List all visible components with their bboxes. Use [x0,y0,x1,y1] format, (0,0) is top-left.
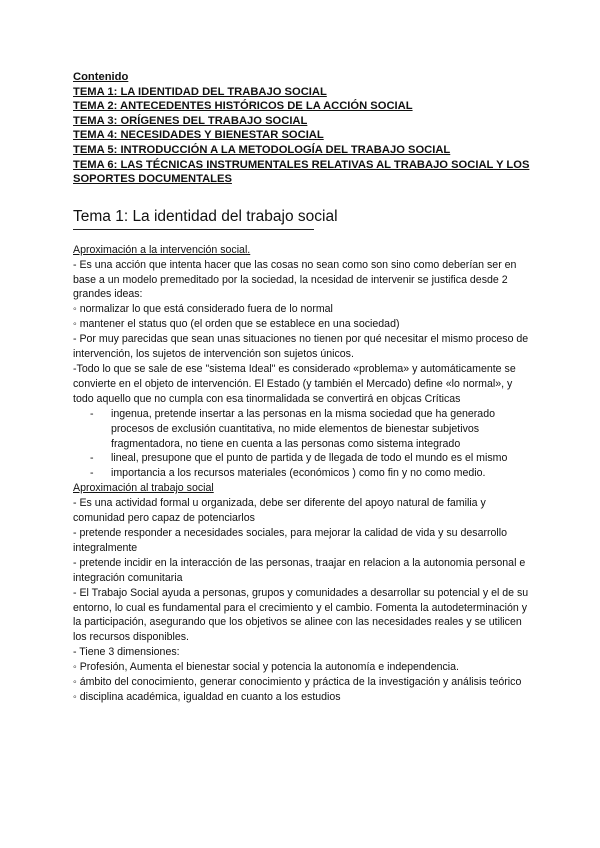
toc-link-tema-4[interactable]: TEMA 4: NECESIDADES Y BIENESTAR SOCIAL [73,129,324,142]
subsection-title-intervencion: Aproximación a la intervención social. [73,243,251,256]
list-item: - importancia a los recursos materiales (económicos ) como fin y no como medio. [90,467,486,480]
list-item: - lineal, presupone que el punto de partida y de llegada de todo el mundo es el mismo [90,452,508,465]
paragraph: - Tiene 3 dimensiones: [73,646,180,659]
bullet-item: ◦ Profesión, Aumenta el bienestar social y potencia la autonomía e independencia. [73,661,459,674]
section-heading: Tema 1: La identidad del trabajo social [73,208,314,230]
bullet-item: ◦ disciplina académica, igualdad en cuanto a los estudios [73,690,341,703]
critics-list [73,407,533,482]
paragraph: - pretende responder a necesidades sociales, para mejorar la calidad de vida y su desarrollo integralmente [73,526,508,554]
paragraph: - Por muy parecidas que sean unas situaciones no tienen por qué necesitar el mismo proceso de intervención, los sujetos de intervención son sujetos únicos. [73,333,529,361]
list-item: - ingenua, pretende insertar a las personas en la misma sociedad que ha generado procesos de exclusión cuantitativa, no mide elementos de bienestar subjetivos fragmentadora, no tiene en cuenta a las personas como sistema integrado [90,407,495,450]
toc-link-tema-5[interactable]: TEMA 5: INTRODUCCIÓN A LA METODOLOGÍA DEL TRABAJO SOCIAL [73,143,451,156]
paragraph: - El Trabajo Social ayuda a personas, grupos y comunidades a desarrollar su potencial y el de su entorno, lo cual es fundamental para el crecimiento y el cambio. Fomenta la autodeterminación y la participación, asegurando que los objetivos se alinee con las necesidades reales y se utilicen los recursos disponibles. [73,586,529,644]
paragraph: - Es una acción que intenta hacer que las cosas no sean como son sino como deberían ser en base a un modelo premeditado por la sociedad, la ncesidad de intervenir se justifica desde 2 grandes ideas: [73,258,517,301]
bullet-item: ◦ ámbito del conocimiento, generar conocimiento y práctica de la investigación y análisis teórico [73,676,522,689]
paragraph: - pretende incidir en la interacción de las personas, traajar en relacion a la autonomia personal e integración comunitaria [73,556,526,584]
toc-link-tema-2[interactable]: TEMA 2: ANTECEDENTES HISTÓRICOS DE LA ACCIÓN SOCIAL [73,100,413,113]
toc-link-tema-6[interactable]: TEMA 6: LAS TÉCNICAS INSTRUMENTALES RELATIVAS AL TRABAJO SOCIAL Y LOS SOPORTES DOCUMENTALES [73,158,530,186]
paragraph: -Todo lo que se sale de ese "sistema Ideal" es considerado «problema» y automáticamente se convierte en el objeto de intervención. El Estado (y también el Mercado) define «lo normal», y todo aquello que no cumpla con esa tinormalidada se convertirá en objcas Críticas [73,363,516,405]
table-of-contents [73,70,533,187]
toc-link-tema-1[interactable]: TEMA 1: LA IDENTIDAD DEL TRABAJO SOCIAL [73,85,327,98]
subsection-title-trabajo-social: Aproximación al trabajo social [73,482,214,495]
toc-link-tema-3[interactable]: TEMA 3: ORÍGENES DEL TRABAJO SOCIAL [73,114,308,127]
paragraph: - Es una actividad formal u organizada, debe ser diferente del apoyo natural de familia y comunidad pero capaz de potenciarlos [73,497,486,525]
toc-title: Contenido [73,71,129,83]
bullet-item: ◦ normalizar lo que está considerado fuera de lo normal [73,303,333,316]
bullet-item: ◦ mantener el status quo (el orden que se establece en una sociedad) [73,318,400,331]
document-body [73,243,533,705]
document-page [73,70,533,705]
